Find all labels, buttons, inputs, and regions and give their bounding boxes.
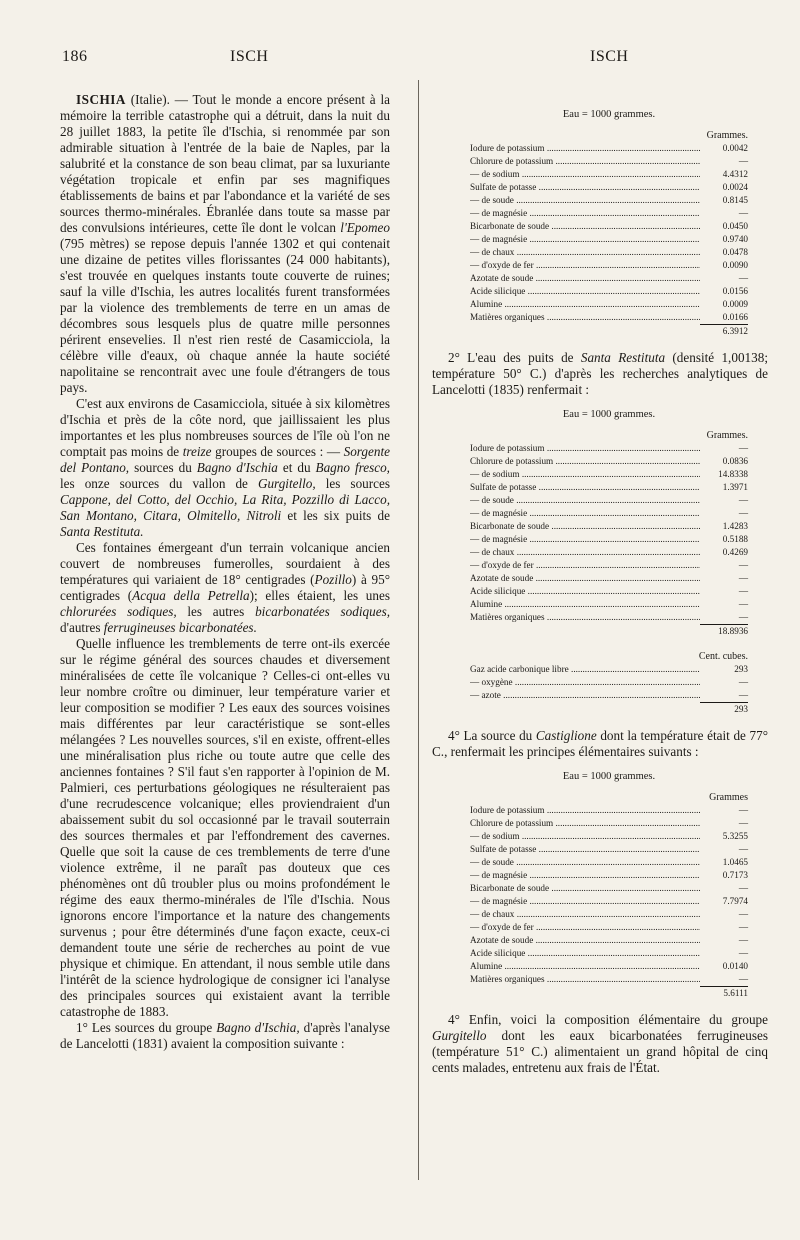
row-value: 7.7974 (722, 896, 748, 906)
row-value: 0.0156 (722, 286, 748, 296)
row-value: — (738, 690, 748, 700)
row-value: 1.4283 (722, 521, 748, 531)
table-total: 5.6111 (723, 988, 748, 998)
row-value: 0.0090 (722, 260, 748, 270)
table-row (470, 520, 748, 533)
row-label: Acide silicique ..... (470, 285, 700, 298)
table-unit: Grammes. (706, 430, 748, 441)
row-label: Chlorure de potassium ..... (470, 817, 700, 830)
text-run: 4° La source du (448, 728, 536, 743)
row-label: Chlorure de potassium ..... (470, 155, 700, 168)
row-value: — (738, 612, 748, 622)
row-value: 0.7173 (722, 870, 748, 880)
table-row (470, 830, 748, 843)
row-label: — de chaux ..... (470, 908, 700, 921)
entry-paragraph (60, 92, 390, 396)
row-label: — de soude ..... (470, 856, 700, 869)
row-label: Iodure de potassium ..... (470, 442, 700, 455)
text-run: treize (182, 444, 212, 459)
row-value: — (738, 677, 748, 687)
row-label: — de magnésie ..... (470, 207, 700, 220)
text-run: bicarbonatées sodiques, (255, 604, 390, 619)
row-value: 0.0009 (722, 299, 748, 309)
row-label: — de magnésie ..... (470, 533, 700, 546)
row-value: — (738, 883, 748, 893)
row-value: — (738, 508, 748, 518)
row-value: 0.9740 (722, 234, 748, 244)
row-value: 4.4312 (722, 169, 748, 179)
table-row (470, 934, 748, 947)
text-run: Sorgente del Pontano, (60, 444, 390, 475)
table-row (470, 663, 748, 676)
text-run: Pozillo (314, 572, 352, 587)
table-row (470, 272, 748, 285)
row-label: — d'oxyde de fer ..... (470, 559, 700, 572)
text-run: les autres (176, 604, 256, 619)
table-row (470, 804, 748, 817)
row-value: 0.0024 (722, 182, 748, 192)
table-row (470, 207, 748, 220)
row-label: Iodure de potassium ..... (470, 142, 700, 155)
row-label: — de sodium ..... (470, 830, 700, 843)
row-value: 0.0042 (722, 143, 748, 153)
row-value: 1.3971 (722, 482, 748, 492)
row-label: Alumine ..... (470, 598, 700, 611)
row-label: Bicarbonate de soude ..... (470, 882, 700, 895)
body-paragraph (60, 636, 390, 1020)
text-run: sources du (129, 460, 197, 475)
row-label: — azote ..... (470, 689, 700, 702)
row-value: 0.0478 (722, 247, 748, 257)
table-row (470, 895, 748, 908)
row-label: Matières organiques ..... (470, 611, 700, 624)
row-label: — oxygène ..... (470, 676, 700, 689)
row-value: — (738, 586, 748, 596)
row-label: Azotate de soude ..... (470, 272, 700, 285)
page-number: 186 (62, 48, 88, 65)
text-run: Acqua della Petrella (132, 588, 250, 603)
text-run: Gurgitello, (257, 476, 316, 491)
row-label: Alumine ..... (470, 960, 700, 973)
text-run: 1° Les sources du groupe (76, 1020, 217, 1035)
row-value: — (738, 948, 748, 958)
row-value: — (738, 909, 748, 919)
table-row (470, 142, 748, 155)
row-value: 0.0836 (722, 456, 748, 466)
body-paragraph (432, 1012, 768, 1076)
table-row (470, 856, 748, 869)
table-row (470, 921, 748, 934)
row-label: Matières organiques ..... (470, 311, 700, 324)
text-run: chlorurées sodiques, (60, 604, 177, 619)
text-run: ferrugineuses bicarbonatées. (103, 620, 257, 635)
table-row (470, 181, 748, 194)
row-label: — de magnésie ..... (470, 869, 700, 882)
text-run: et les six puits de (281, 508, 390, 523)
row-label: Sulfate de potasse ..... (470, 843, 700, 856)
left-column (60, 92, 390, 1052)
text-run: d'après l'analyse de Lancelotti (1831) avaient la composition suivante : (60, 1020, 390, 1051)
body-paragraph (432, 728, 768, 760)
text-run: les sources (315, 476, 390, 491)
row-value: 1.0465 (722, 857, 748, 867)
right-column (432, 98, 768, 1076)
composition-table (470, 650, 748, 716)
row-value: — (738, 208, 748, 218)
running-head-left: ISCH (230, 48, 269, 65)
text-run: Cappone, del Cotto, del Occhio, La Rita, Pozzillo di Lacco, San Montano, Citara, Olmitello, Nitroli (60, 492, 390, 523)
row-value: — (738, 599, 748, 609)
row-label: — de magnésie ..... (470, 233, 700, 246)
table-unit: Grammes (709, 792, 748, 803)
table-row (470, 481, 748, 494)
row-value: 14.8338 (718, 469, 748, 479)
text-run: (795 mètres) se repose depuis l'année 1302 et qui contenait une dizaine de petites villes florissantes (24 000 habitants), s'est trouvée en quelques instants toute couverte de ruines; sauf la ville d'Ischia, les autres localités furent transformées par la violence des tremblements de terre en un amas de décombres sous lesquels plus de quatre mille personnes périrent ensevelies. Il n'est rien resté de Casamicciola, la célèbre ville d'eaux, où chaque année la haute société napolitaine se rencontrait avec une foule d'étrangers de tous pays. (60, 236, 390, 395)
composition-table (470, 770, 748, 1000)
text-run: 2° L'eau des puits de (448, 350, 581, 365)
row-value: 0.8145 (722, 195, 748, 205)
text-run: Bagno fresco, (315, 460, 390, 475)
table-total: 18.8936 (718, 626, 748, 636)
row-value: 0.4269 (722, 547, 748, 557)
table-row (470, 442, 748, 455)
row-value: 0.0140 (722, 961, 748, 971)
row-value: — (738, 273, 748, 283)
row-label: Acide silicique ..... (470, 585, 700, 598)
entry-headword: ISCHIA (76, 92, 126, 107)
text-run: Bagno d'Ischia (196, 460, 278, 475)
row-label: Acide silicique ..... (470, 947, 700, 960)
text-run: Gurgitello (432, 1028, 487, 1043)
row-label: Sulfate de potasse ..... (470, 181, 700, 194)
row-label: — de soude ..... (470, 494, 700, 507)
text-run: (densité 1,00138; température 50° C.) d'après les recherches analytiques de Lancelotti (1835) renfermait : (432, 350, 768, 397)
table-row (470, 689, 748, 702)
row-value: — (738, 156, 748, 166)
column-divider (418, 80, 419, 1180)
table-row (470, 298, 748, 311)
text-run: dont les eaux bicarbonatées ferrugineuses (température 51° C.) alimentaient un grand hôpital de cinq cents malades, entretenu aux frais de l'État. (432, 1028, 768, 1075)
table-row (470, 973, 748, 986)
body-paragraph (60, 540, 390, 636)
row-label: Matières organiques ..... (470, 973, 700, 986)
text-run: Santa Restituta (580, 350, 666, 365)
row-label: — de sodium ..... (470, 468, 700, 481)
row-label: Alumine ..... (470, 298, 700, 311)
row-label: Chlorure de potassium ..... (470, 455, 700, 468)
text-run: C'est aux environs de Casamicciola, située à six kilomètres d'Ischia et près de la côte nord, que jaillissaient les plus importantes et les plus nombreuses sources de l'île où l'on ne comptait pas moins de (60, 396, 390, 459)
table-row (470, 311, 748, 324)
row-value: — (738, 818, 748, 828)
table-title: Eau = 1000 grammes. (562, 771, 656, 782)
table-row (470, 585, 748, 598)
text-run: (Italie). — Tout le monde a encore présent à la mémoire la terrible catastrophe qui a détruit, dans la nuit du 28 juillet 1883, la petite île d'Ischia, si renommée par son admirable situation à l'entrée de la baie de Naples, par la salubrité et la constance de son beau climat, par sa luxuriante végétation tropicale et enfin par ses magnifiques établissements de bains et par l'abondance et la variété de ses sources thermo-minérales. Ébranlée dans toute sa masse par des convulsions intérieures, cette île dont le volcan (60, 92, 390, 235)
text-run: Santa Restituta. (60, 524, 144, 539)
row-label: Sulfate de potasse ..... (470, 481, 700, 494)
row-label: Gaz acide carbonique libre ..... (470, 663, 700, 676)
table-row (470, 598, 748, 611)
table-row (470, 546, 748, 559)
table-row (470, 533, 748, 546)
row-value: 293 (734, 664, 748, 674)
table-row (470, 494, 748, 507)
table-row (470, 194, 748, 207)
table-row (470, 246, 748, 259)
row-label: — de chaux ..... (470, 246, 700, 259)
table-row (470, 507, 748, 520)
row-value: — (738, 974, 748, 984)
text-run: Castiglione (535, 728, 597, 743)
row-value: 0.0166 (722, 312, 748, 322)
table-row (470, 611, 748, 624)
table-row (470, 220, 748, 233)
table-row (470, 468, 748, 481)
table-row (470, 285, 748, 298)
table-row (470, 817, 748, 830)
text-run: les onze sources du vallon de (60, 476, 258, 491)
table-title: Eau = 1000 grammes. (562, 109, 656, 120)
table-row (470, 572, 748, 585)
row-value: — (738, 844, 748, 854)
composition-table (470, 408, 748, 638)
row-value: — (738, 443, 748, 453)
table-row (470, 869, 748, 882)
row-value: — (738, 573, 748, 583)
row-value: — (738, 935, 748, 945)
table-total: 293 (734, 704, 748, 714)
table-row (470, 947, 748, 960)
text-run: Ces fontaines émergeant d'un terrain volcanique ancien couvert de nombreuses fumerolles, sourdaient à des températures qui variaient de 18° centigrades ( (60, 540, 390, 587)
table-row (470, 233, 748, 246)
row-label: — de sodium ..... (470, 168, 700, 181)
row-value: 5.3255 (722, 831, 748, 841)
row-label: — de magnésie ..... (470, 507, 700, 520)
row-value: — (738, 805, 748, 815)
row-label: Bicarbonate de soude ..... (470, 220, 700, 233)
table-unit: Cent. cubes. (698, 651, 748, 662)
text-run: Quelle influence les tremblements de terre ont-ils exercée sur le régime général des sources chaudes et diversement minéralisées de cette île volcanique ? Celles-ci ont-elles vu leur nombre croître ou diminuer, leur température varier et leur composition se modifier ? Les eaux des sources voisines mais différentes par leur caractéristique se sont-elles mélangées ? Les nouvelles sources, s'il en existe, offrent-elles une minéralisation plus riche ou toute autre que celle des anciennes fontaines ? S'il faut s'en rapporter à l'opinion de M. Palmieri, ces perturbations géologiques ne résulteraient pas d'une recrudescence volcanique; elles proviendraient d'un abaissement subit du sol occasionné par le travail souterrain des sources thermales et par l'effondrement des cavernes. Quelle que soit la cause de ces tremblements de terre d'une violence extrême, il ne paraît pas douteux que ces phénomènes ont dû troubler plus ou moins profondément le régime des eaux thermo-minérales de l'île d'Ischia. Nous ignorons encore l'importance et la nature des changements survenus ; pour être déterminés d'une façon exacte, ceux-ci demandent toute une série de recherches au point de vue physique et chimique. En attendant, il nous semble utile dans l'intérêt de la science hydrologique de consigner ici l'analyse des principales sources qui existaient avant la terrible catastrophe de 1883. (60, 636, 390, 1019)
table-row (470, 960, 748, 973)
row-label: Azotate de soude ..... (470, 572, 700, 585)
composition-table (470, 108, 748, 338)
row-label: — de chaux ..... (470, 546, 700, 559)
table-row (470, 559, 748, 572)
row-label: Bicarbonate de soude ..... (470, 520, 700, 533)
text-run: l'Epomeo (340, 220, 390, 235)
table-title: Eau = 1000 grammes. (562, 409, 656, 420)
text-run: et du (277, 460, 316, 475)
text-run: groupes de sources : — (211, 444, 344, 459)
table-total: 6.3912 (722, 326, 748, 336)
row-label: — de magnésie ..... (470, 895, 700, 908)
text-run: ) à 95° centigrades ( (60, 572, 390, 603)
row-label: — d'oxyde de fer ..... (470, 259, 700, 272)
row-label: Iodure de potassium ..... (470, 804, 700, 817)
body-paragraph (60, 1020, 390, 1052)
row-label: — de soude ..... (470, 194, 700, 207)
table-row (470, 676, 748, 689)
row-value: — (738, 922, 748, 932)
table-row (470, 882, 748, 895)
row-value: 0.5188 (722, 534, 748, 544)
table-row (470, 843, 748, 856)
text-run: dont la température était de 77° C., renfermait les principes élémentaires suivants : (432, 728, 768, 759)
text-run: d'autres (60, 620, 104, 635)
row-label: Azotate de soude ..... (470, 934, 700, 947)
row-value: — (738, 560, 748, 570)
body-paragraph (432, 350, 768, 398)
text-run: 4° Enfin, voici la composition élémentaire du groupe (448, 1012, 768, 1027)
row-value: 0.0450 (722, 221, 748, 231)
table-unit: Grammes. (706, 130, 748, 141)
table-row (470, 455, 748, 468)
body-paragraph (60, 396, 390, 540)
row-label: — d'oxyde de fer ..... (470, 921, 700, 934)
text-run: ); elles étaient, les unes (249, 588, 390, 603)
text-run: Bagno d'Ischia, (216, 1020, 300, 1035)
row-value: — (738, 495, 748, 505)
table-row (470, 908, 748, 921)
table-row (470, 259, 748, 272)
table-row (470, 168, 748, 181)
table-row (470, 155, 748, 168)
running-head-right: ISCH (590, 48, 629, 65)
